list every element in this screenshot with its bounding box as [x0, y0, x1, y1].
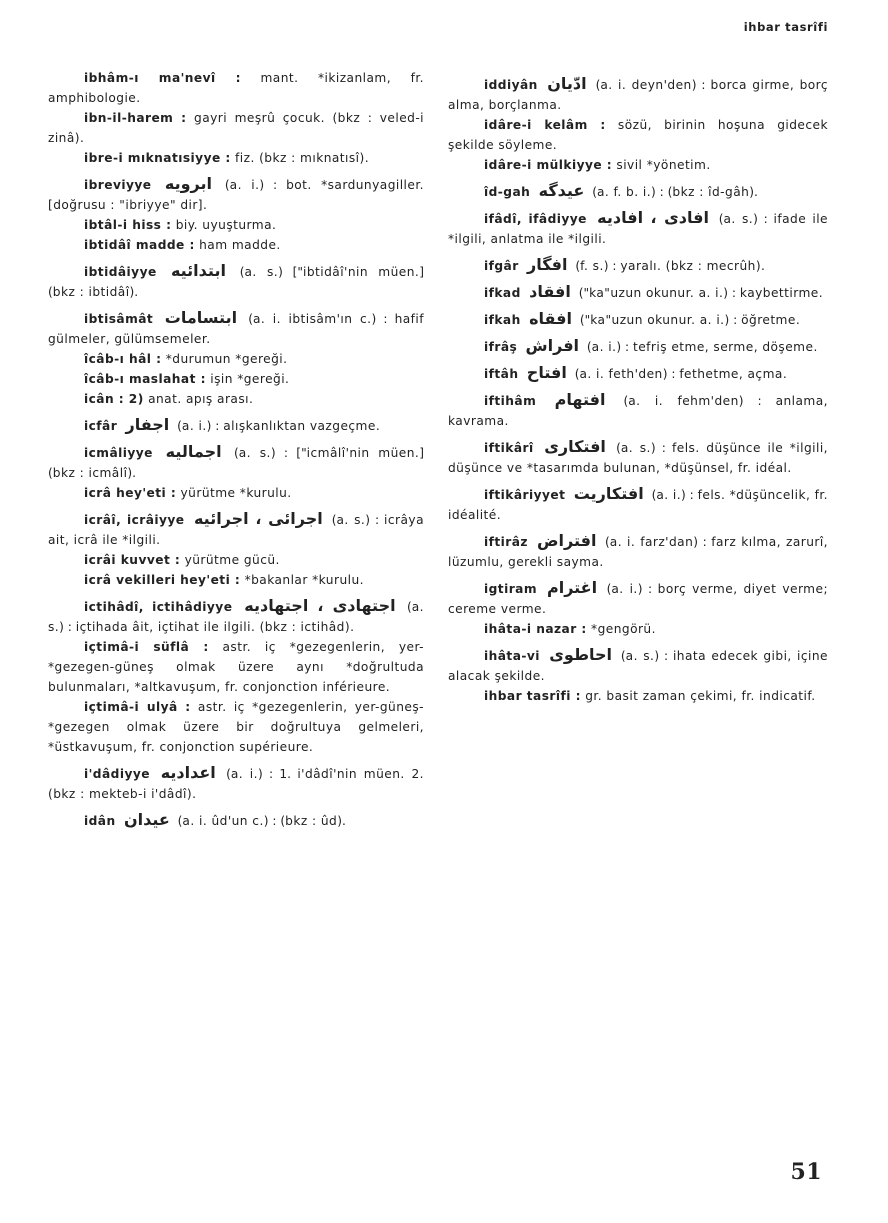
entry-headword: idâre-i mülkiyye :: [484, 158, 613, 172]
dictionary-entry: [448, 155, 828, 175]
dictionary-entry: [48, 68, 424, 108]
entry-headword: ibhâm-ı ma'nevî :: [84, 71, 241, 85]
entry-headword: ibreviyye: [84, 178, 152, 192]
entry-headword: ibtidâiyye: [84, 265, 157, 279]
entry-headword: iftikârî: [484, 441, 534, 455]
entry-definition: astr. iç *gezegenlerin, yer-güneş-*gezegen olmak üzere bir doğrultuya gelmeleri, *üstkavuşum, fr. conjonction supérieure.: [48, 700, 425, 754]
entry-definition: mant. *ikizanlam, fr. amphibologie.: [48, 71, 424, 105]
page-number: 51: [790, 1159, 822, 1185]
dictionary-entry: [48, 483, 424, 503]
dictionary-entry: [448, 484, 828, 525]
entry-definition: gr. basit zaman çekimi, fr. indicatif.: [585, 689, 816, 703]
entry-definition: (a. i.) : fels. *düşüncelik, fr. idéalité.: [448, 488, 829, 522]
left-column: [48, 68, 424, 831]
entry-headword: ibtidâî madde :: [84, 238, 195, 252]
entry-headword: idâre-i kelâm :: [484, 118, 606, 132]
entry-headword: ibre-i mıknatısiyye :: [84, 151, 231, 165]
entry-arabic-script: عيدان: [123, 810, 170, 829]
entry-headword: iftikâriyyet: [484, 488, 566, 502]
entry-headword: içtimâ-i ulyâ :: [84, 700, 191, 714]
entry-headword: icrâî, icrâiyye: [84, 513, 185, 527]
entry-definition: işin *gereği.: [210, 372, 290, 386]
entry-arabic-script: ابتسامات: [164, 308, 238, 327]
dictionary-entry: [48, 596, 424, 637]
entry-definition: ham madde.: [199, 238, 281, 252]
dictionary-entry: [48, 637, 424, 697]
entry-headword: ibtâl-i hiss :: [84, 218, 172, 232]
entry-definition: sivil *yönetim.: [616, 158, 711, 172]
entry-definition: yürütme *kurulu.: [180, 486, 292, 500]
dictionary-entry: [48, 235, 424, 255]
dictionary-entry: [48, 215, 424, 235]
entry-arabic-script: افتاح: [526, 363, 567, 382]
entry-headword: iftihâm: [484, 394, 537, 408]
entry-headword: iftirâz: [484, 535, 528, 549]
entry-headword: icân : 2): [84, 392, 144, 406]
entry-definition: fiz. (bkz : mıknatısî).: [235, 151, 370, 165]
entry-headword: îd-gah: [484, 185, 531, 199]
entry-definition: (a. s.) : fels. düşünce ile *ilgili, düşünce ve *tasarımda bulunan, *düşünsel, fr. idéal.: [448, 441, 829, 475]
entry-headword: iftâh: [484, 367, 519, 381]
dictionary-entry: [48, 108, 424, 148]
entry-headword: ihbar tasrîfi :: [484, 689, 581, 703]
dictionary-entry: [48, 369, 424, 389]
entry-headword: ifrâş: [484, 340, 518, 354]
entry-definition: (a. s.) ["ibtidâî'nin müen.] (bkz : ibtidâî).: [48, 265, 424, 299]
entry-headword: idân: [84, 814, 116, 828]
dictionary-entry: [48, 148, 424, 168]
dictionary-entry: [448, 255, 828, 276]
entry-arabic-script: ابرويه: [164, 174, 212, 193]
entry-headword: iddiyân: [484, 78, 538, 92]
entry-definition: (a. f. b. i.) : (bkz : îd-gâh).: [592, 185, 758, 199]
entry-arabic-script: افتراض: [536, 531, 597, 550]
entry-arabic-script: احاطوى: [549, 645, 613, 664]
dictionary-entry: [48, 442, 424, 483]
entry-definition: sözü, birinin hoşuna gidecek şekilde söyleme.: [448, 118, 828, 152]
entry-headword: ifâdî, ifâdiyye: [484, 212, 587, 226]
entry-definition: (a. i.) : 1. i'dâdî'nin müen. 2. (bkz : mekteb-i i'dâdî).: [48, 767, 425, 801]
dictionary-entry: [448, 686, 828, 706]
dictionary-entry: [448, 363, 828, 384]
entry-headword: içtimâ-i süflâ :: [84, 640, 209, 654]
dictionary-entry: [48, 763, 424, 804]
entry-arabic-script: ابتدائيه: [170, 261, 226, 280]
entry-definition: (a. i. ibtisâm'ın c.) : hafif gülmeler, gülümsemeler.: [48, 312, 425, 346]
running-head: ihbar tasrîfi: [743, 20, 828, 34]
dictionary-entry: [448, 208, 828, 249]
entry-definition: (a. i. farz'dan) : farz kılma, zarurî, lüzumlu, gerekli sayma.: [448, 535, 829, 569]
entry-arabic-script: اجفار: [125, 415, 170, 434]
entry-headword: icrâ vekilleri hey'eti :: [84, 573, 241, 587]
entry-headword: ihâta-i nazar :: [484, 622, 587, 636]
entry-arabic-script: ادّيان: [547, 74, 587, 93]
entry-headword: ictihâdî, ictihâdiyye: [84, 600, 233, 614]
entry-arabic-script: افقاد: [529, 282, 571, 301]
dictionary-entry: [48, 570, 424, 590]
entry-headword: icfâr: [84, 419, 118, 433]
dictionary-entry: [448, 115, 828, 155]
entry-definition: gayri meşrû çocuk. (bkz : veled-i zinâ).: [48, 111, 425, 145]
entry-arabic-script: اجرائى ، اجرائيه: [193, 509, 323, 528]
dictionary-entry: [48, 308, 424, 349]
entry-headword: ihâta-vi: [484, 649, 540, 663]
right-column: [448, 68, 828, 706]
entry-definition: (a. i.) : tefriş etme, serme, döşeme.: [586, 340, 818, 354]
dictionary-entry: [48, 415, 424, 436]
entry-headword: ifgâr: [484, 259, 519, 273]
entry-arabic-script: اغترام: [546, 578, 598, 597]
dictionary-entry: [448, 619, 828, 639]
entry-arabic-script: افتهام: [554, 390, 606, 409]
dictionary-entry: [448, 74, 828, 115]
dictionary-entry: [48, 349, 424, 369]
entry-definition: (a. s.) : ["icmâlî'nin müen.] (bkz : icmâlî).: [48, 446, 425, 480]
dictionary-entry: [48, 261, 424, 302]
entry-arabic-script: افگار: [527, 255, 568, 274]
entry-definition: *gengörü.: [591, 622, 656, 636]
entry-headword: ibn-il-harem :: [84, 111, 187, 125]
entry-definition: ("ka"uzun okunur. a. i.) : kaybettirme.: [578, 286, 824, 300]
entry-arabic-script: افتكارى: [544, 437, 606, 456]
entry-definition: *durumun *gereği.: [165, 352, 288, 366]
entry-headword: îcâb-ı hâl :: [84, 352, 162, 366]
dictionary-entry: [48, 389, 424, 409]
entry-arabic-script: افتكاريت: [573, 484, 644, 503]
entry-definition: yürütme gücü.: [184, 553, 280, 567]
dictionary-entry: [448, 336, 828, 357]
entry-headword: i'dâdiyye: [84, 767, 150, 781]
entry-headword: icrâi kuvvet :: [84, 553, 181, 567]
entry-arabic-script: افادى ، افاديه: [597, 208, 709, 227]
dictionary-entry: [48, 697, 424, 757]
entry-definition: ("ka"uzun okunur. a. i.) : öğretme.: [579, 313, 801, 327]
entry-definition: (a. i.) : borç verme, diyet verme; cereme verme.: [448, 582, 829, 616]
dictionary-entry: [48, 509, 424, 550]
entry-headword: ibtisâmât: [84, 312, 154, 326]
entry-definition: (a. i. feth'den) : fethetme, açma.: [574, 367, 788, 381]
entry-definition: (a. i.) : alışkanlıktan vazgeçme.: [177, 419, 381, 433]
entry-definition: (a. s.) : icrâya ait, icrâ ile *ilgili.: [48, 513, 425, 547]
entry-headword: ifkah: [484, 313, 521, 327]
entry-headword: îcâb-ı maslahat :: [84, 372, 206, 386]
dictionary-entry: [448, 309, 828, 330]
entry-definition: (a. s.) : ifade ile *ilgili, anlatma ile *ilgili.: [448, 212, 829, 246]
entry-arabic-script: اجتهادى ، اجتهاديه: [244, 596, 396, 615]
dictionary-entry: [48, 174, 424, 215]
entry-definition: (a. i. deyn'den) : borca girme, borç alma, borçlanma.: [448, 78, 829, 112]
entry-definition: (a. i. ûd'un c.) : (bkz : ûd).: [177, 814, 346, 828]
entry-definition: biy. uyuşturma.: [175, 218, 277, 232]
entry-definition: (a. i.) : bot. *sardunyagiller. [doğrusu : "ibriyye" dir].: [48, 178, 424, 212]
entry-definition: anat. apış arası.: [148, 392, 254, 406]
entry-definition: astr. iç *gezegenlerin, yer-*gezegen-güneş olmak üzere aynı *doğrultuda bulunmaları, *altkavuşum, fr. conjonction inférieure.: [48, 640, 424, 694]
dictionary-entry: [448, 531, 828, 572]
entry-definition: (a. s.) : ihata edecek gibi, içine alacak şekilde.: [448, 649, 829, 683]
entry-definition: (f. s.) : yaralı. (bkz : mecrûh).: [575, 259, 766, 273]
dictionary-entry: [448, 390, 828, 431]
entry-arabic-script: افراش: [525, 336, 580, 355]
entry-arabic-script: اجماليه: [165, 442, 222, 461]
dictionary-entry: [448, 645, 828, 686]
dictionary-entry: [448, 282, 828, 303]
dictionary-entry: [448, 578, 828, 619]
entry-definition: (a. s.) : içtihada âit, içtihat ile ilgili. (bkz : ictihâd).: [48, 600, 424, 634]
entry-headword: icmâliyye: [84, 446, 153, 460]
dictionary-entry: [448, 181, 828, 202]
dictionary-entry: [448, 437, 828, 478]
entry-arabic-script: افقاه: [529, 309, 573, 328]
entry-definition: (a. i. fehm'den) : anlama, kavrama.: [448, 394, 829, 428]
entry-arabic-script: اعداديه: [160, 763, 216, 782]
entry-definition: *bakanlar *kurulu.: [244, 573, 364, 587]
entry-headword: icrâ hey'eti :: [84, 486, 177, 500]
dictionary-entry: [48, 550, 424, 570]
dictionary-entry: [48, 810, 424, 831]
entry-headword: igtiram: [484, 582, 537, 596]
entry-headword: ifkad: [484, 286, 521, 300]
entry-arabic-script: عيدگه: [538, 181, 585, 200]
